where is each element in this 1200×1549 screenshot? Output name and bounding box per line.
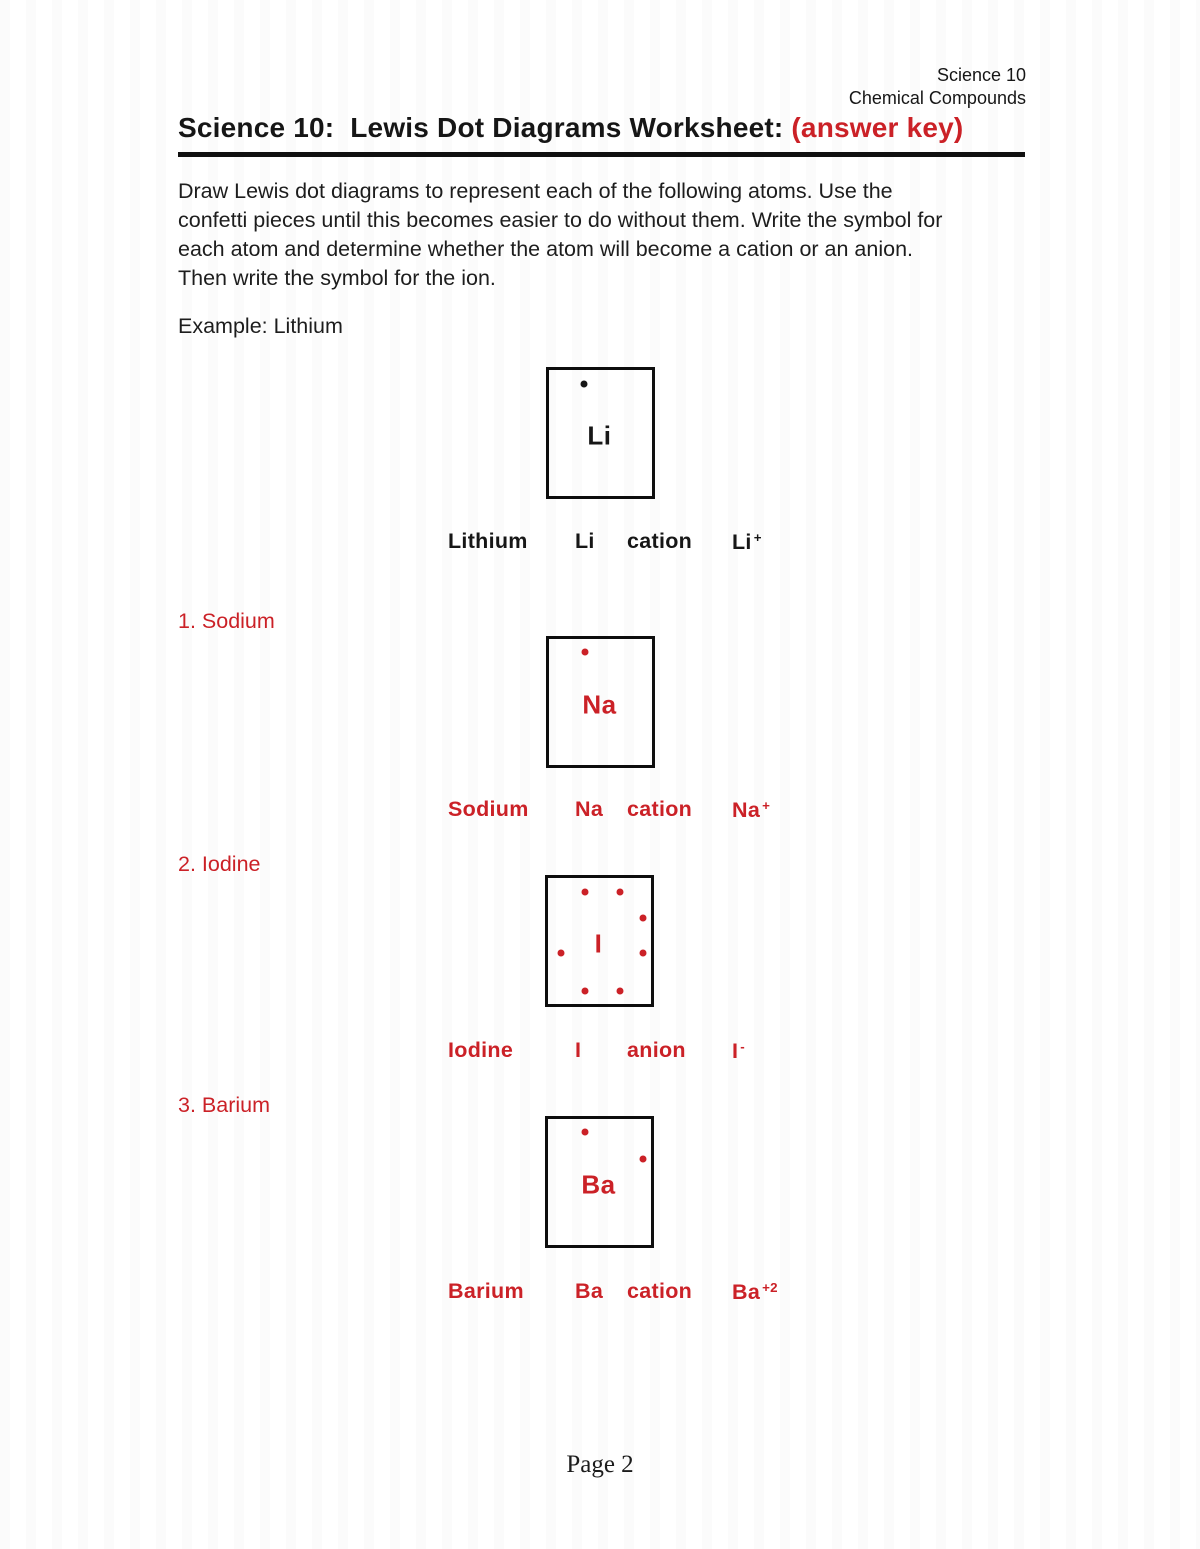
electron-dot [617,988,624,995]
answer-element-name: Sodium [448,797,529,821]
answer-ion-symbol: Na + [732,798,771,823]
page-number: Page 2 [566,1451,634,1478]
answer-element-symbol: I [575,1038,582,1062]
electron-dot [558,950,565,957]
lewis-box-iodine [545,875,654,1007]
element-symbol-iodine: I [594,928,603,959]
electron-dot [582,889,589,896]
answer-ion-type: cation [627,529,693,553]
ion-charge: - [740,1039,746,1054]
lewis-box-sodium [546,636,655,768]
doc-header [849,64,1026,110]
element-symbol-sodium: Na [582,689,617,720]
title-main: Science 10: Lewis Dot Diagrams Worksheet: [178,112,792,143]
electron-dot [582,988,589,995]
instructions-line: each atom and determine whether the atom will become a cation or an anion. [178,237,914,261]
ion-charge: +2 [762,1280,778,1295]
answer-element-name: Barium [448,1279,524,1303]
element-symbol-lithium: Li [587,420,612,451]
lewis-box-lithium [546,367,655,499]
answer-row-lithium [448,529,762,555]
title-answer-key: (answer key) [791,112,964,143]
instructions-line: Then write the symbol for the ion. [178,266,496,290]
answer-element-name: Iodine [448,1038,514,1062]
answer-row-sodium [448,797,770,823]
ion-charge: + [753,530,762,545]
header-course: Science 10 [936,65,1026,85]
element-symbol-barium: Ba [581,1169,616,1200]
ion-charge: + [762,798,771,813]
electron-dot [582,649,589,656]
answer-row-iodine [448,1038,745,1064]
answer-element-symbol: Ba [575,1279,604,1303]
electron-dot [640,915,647,922]
electron-dot [617,889,624,896]
problem-heading-sodium: 1. Sodium [178,609,275,633]
answer-row-barium [448,1279,778,1305]
answer-ion-symbol: Li + [732,530,762,555]
lewis-box-barium [545,1116,654,1248]
header-unit: Chemical Compounds [848,88,1026,108]
electron-dot [582,1129,589,1136]
instructions-line: confetti pieces until this becomes easier to do without them. Write the symbol for [178,208,943,232]
answer-element-name: Lithium [448,529,528,553]
electron-dot [581,381,588,388]
answer-element-symbol: Na [575,797,604,821]
answer-ion-type: cation [627,797,693,821]
page-title [178,112,1025,157]
answer-ion-type: anion [627,1038,686,1062]
electron-dot [640,1156,647,1163]
instructions-line: Draw Lewis dot diagrams to represent each of the following atoms. Use the [178,179,893,203]
example-label: Example: Lithium [178,314,343,338]
problem-heading-iodine: 2. Iodine [178,852,261,876]
answer-ion-symbol: I - [732,1039,746,1064]
answer-ion-type: cation [627,1279,693,1303]
problem-heading-barium: 3. Barium [178,1093,271,1117]
answer-element-symbol: Li [575,529,595,553]
answer-ion-symbol: Ba $^{+2}$ [732,1280,778,1305]
instructions [178,177,942,293]
electron-dot [640,950,647,957]
